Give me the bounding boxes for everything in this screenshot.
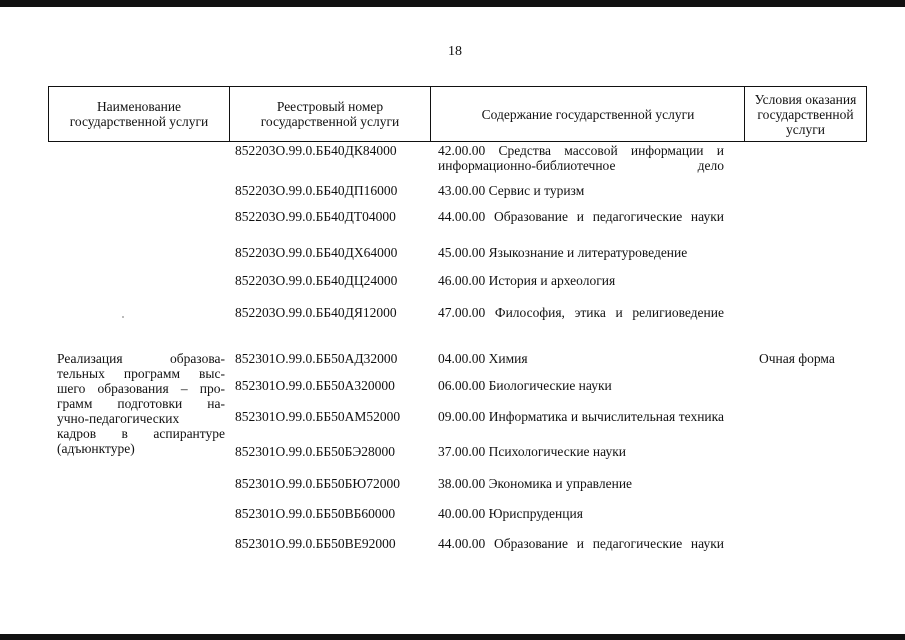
service-content: 04.00.00 Химия (438, 351, 528, 366)
header-service-conditions: Условия оказания государственной услуги (754, 91, 857, 137)
registry-number: 852301О.99.0.ББ50ВБ60000 (235, 506, 396, 521)
page-number: 18 (448, 44, 462, 59)
registry-number: 852203О.99.0.ББ40ДК84000 (235, 143, 397, 158)
service-name-line: (адъюнктуре) (57, 441, 135, 456)
header-divider (744, 86, 745, 142)
service-content: 37.00.00 Психологические науки (438, 444, 626, 459)
registry-number: 852203О.99.0.ББ40ДЦ24000 (235, 273, 398, 288)
header-service-content: Содержание государственной услуги (481, 106, 695, 122)
service-content: 38.00.00 Экономика и управление (438, 476, 633, 491)
registry-number: 852203О.99.0.ББ40ДХ64000 (235, 245, 398, 260)
service-content: 42.00.00 Средства массовой информации и информационно-библиотечное дело (438, 143, 724, 173)
service-content: 09.00.00 Информатика и вычислительная техника (438, 409, 724, 424)
service-name-line: грамм подготовки на- (57, 396, 225, 411)
registry-number: 852301О.99.0.ББ50АМ52000 (235, 409, 401, 424)
service-content: 40.00.00 Юриспруденция (438, 506, 583, 521)
top-border-rule (0, 0, 905, 7)
service-content: 44.00.00 Образование и педагогические науки (438, 209, 724, 224)
registry-number: 852301О.99.0.ББ50ВЕ92000 (235, 536, 396, 551)
scan-speck (122, 316, 124, 318)
service-name-line: Реализация образова- (57, 351, 225, 366)
registry-number: 852203О.99.0.ББ40ДТ04000 (235, 209, 396, 224)
service-name-line: шего образования – про- (57, 381, 225, 396)
service-condition: Очная форма (759, 351, 835, 366)
bottom-border-rule (0, 634, 905, 640)
service-content: 44.00.00 Образование и педагогические науки (438, 536, 724, 551)
header-divider (430, 86, 431, 142)
service-name-line: учно-педагогических (57, 411, 180, 426)
registry-number: 852301О.99.0.ББ50А320000 (235, 378, 395, 393)
service-content: 45.00.00 Языкознание и литературоведение (438, 245, 688, 260)
service-name-line: тельных программ выс- (57, 366, 225, 381)
service-content: 46.00.00 История и археология (438, 273, 616, 288)
registry-number: 852203О.99.0.ББ40ДП16000 (235, 183, 398, 198)
service-content: 47.00.00 Философия, этика и религиоведение (438, 305, 724, 320)
registry-number: 852301О.99.0.ББ50БЭ28000 (235, 444, 396, 459)
service-content: 06.00.00 Биологические науки (438, 378, 612, 393)
service-content: 43.00.00 Сервис и туризм (438, 183, 585, 198)
service-name-line: кадров в аспирантуре (57, 426, 225, 441)
registry-number: 852301О.99.0.ББ50АД32000 (235, 351, 398, 366)
header-registry-number: Реестровый номер государственной услуги (260, 99, 400, 129)
registry-number: 852301О.99.0.ББ50БЮ72000 (235, 476, 401, 491)
service-name-cell (57, 351, 225, 456)
header-divider (229, 86, 230, 142)
registry-number: 852203О.99.0.ББ40ДЯ12000 (235, 305, 397, 320)
header-service-name: Наименование государственной услуги (69, 99, 209, 129)
